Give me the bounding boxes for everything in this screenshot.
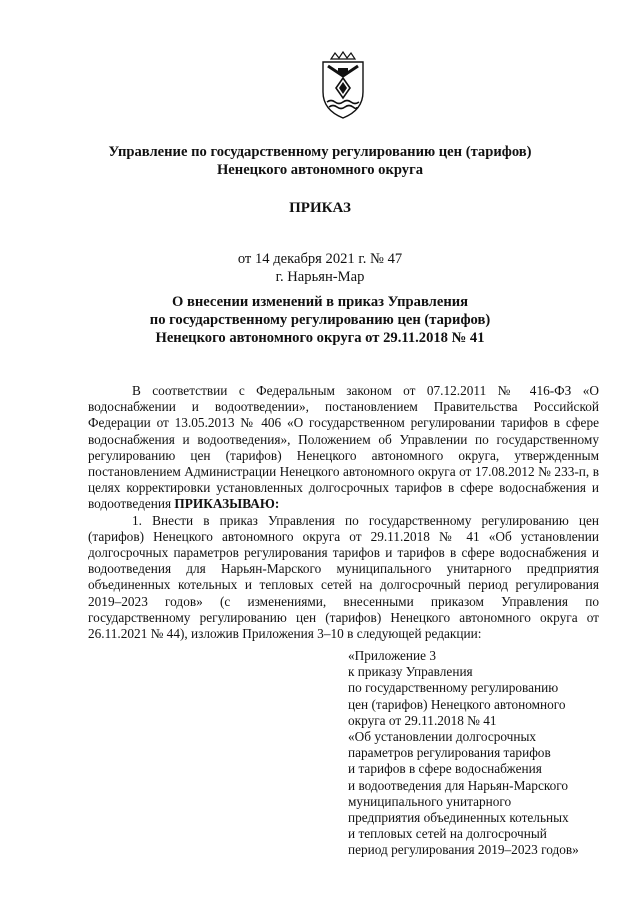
appendix-line: округа от 29.11.2018 № 41 [348,712,497,728]
org-line-2: Ненецкого автономного округа [216,162,424,178]
appendix-heading [348,648,608,859]
document-subject [0,293,640,347]
organization-name [0,143,640,179]
appendix-line: «Об установлении долгосрочных [348,729,537,745]
subject-line-3: Ненецкого автономного округа от 29.11.2018 № 41 [155,330,485,346]
appendix-line: к приказу Управления [348,664,473,680]
document-city: г. Нарьян-Мар [275,269,365,285]
appendix-line: период регулирования 2019–2023 годов» [348,842,579,858]
appendix-line: и водоотведения для Нарьян-Марского [348,777,569,793]
preamble-text: В соответствии с Федеральным законом от 07.12.2011 № 416-ФЗ «О водоснабжении и водоотведении», постановлением Правительства Российской Федерации от 13.05.2013 № 406 «О государственном регулировании тарифов в сфере водоснабжения и водоотведения», Положением об Управлении по государственному регулированию цен (тарифов) Ненецкого автономного округа, утвержденным постановлением Администрации Ненецкого автономного округа от 17.08.2012 № 233-п, в целях корректировки установленных долгосрочных тарифов в сфере водоснабжения и водоотведения [88,383,599,512]
appendix-line: «Приложение 3 [348,648,436,663]
subject-line-2: по государственному регулированию цен (тарифов) [149,312,491,328]
date-and-place [0,250,640,286]
appendix-line: параметров регулирования тарифов [348,745,551,761]
org-line-1: Управление по государственному регулированию цен (тарифов) [108,144,532,160]
subject-line-1: О внесении изменений в приказ Управления [171,294,469,310]
document-type: ПРИКАЗ [289,200,351,216]
appendix-line: и тарифов в сфере водоснабжения [348,761,542,777]
document-body [88,383,599,642]
appendix-line: цен (тарифов) Ненецкого автономного [348,696,566,712]
appendix-line: муниципального унитарного [348,793,512,809]
coat-of-arms-emblem [318,50,368,122]
clause-1-paragraph: 1. Внести в приказ Управления по государственному регулированию цен (тарифов) Ненецкого автономного округа от 29.11.2018 № 41 «Об установлении долгосрочных параметров регулирования тарифов и тарифов в сфере водоснабжения и водоотведения для Нарьян-Марского муниципального унитарного предприятия объединенных котельных и тепловых сетей на долгосрочный период регулирования 2019–2023 годов» (с изменениями, внесенными приказом Управления по государственному регулированию цен (тарифов) Ненецкого автономного округа от 26.11.2021 № 44), изложив Приложения 3–10 в следующей редакции: [88,512,599,642]
document-date: от 14 декабря 2021 г. № 47 [237,251,403,267]
appendix-line: и тепловых сетей на долгосрочный [348,826,547,842]
order-word: ПРИКАЗЫВАЮ: [174,496,280,512]
preamble-paragraph [88,383,599,513]
appendix-line: предприятия объединенных котельных [348,810,569,826]
appendix-line: по государственному регулированию [348,680,559,696]
